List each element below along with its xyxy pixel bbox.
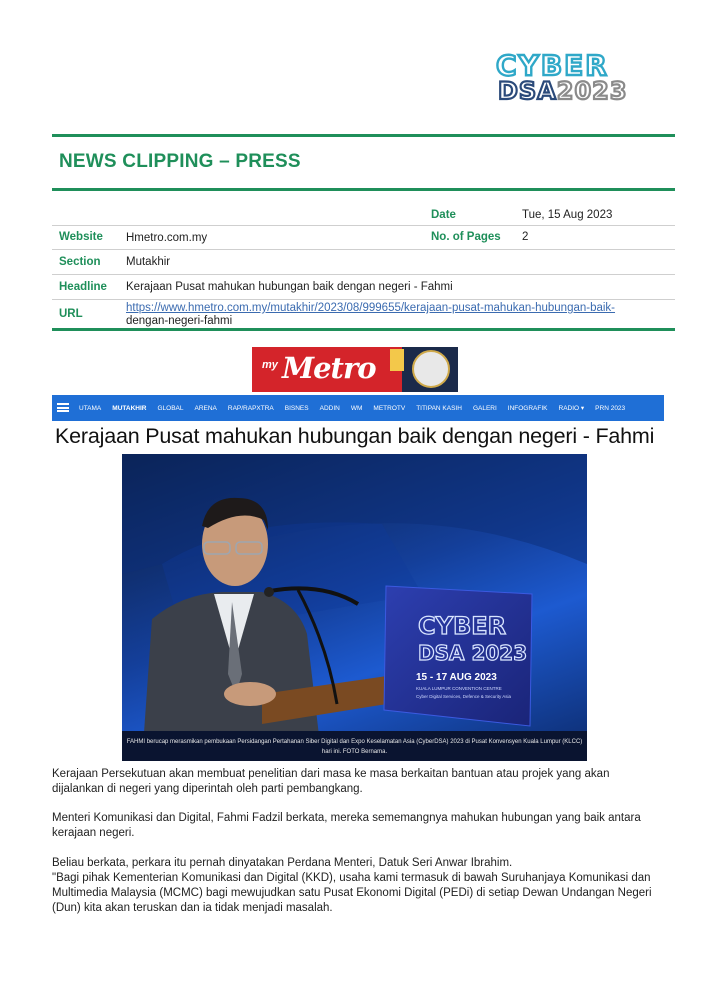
- nav-item-global[interactable]: GLOBAL: [157, 404, 184, 412]
- headline-label: Headline: [59, 281, 107, 293]
- award-badge-icon: [412, 350, 450, 388]
- nav-item-wm[interactable]: WM: [350, 404, 363, 412]
- paragraph-3b: "Bagi pihak Kementerian Komunikasi dan Digital (KKD), usaha kami termasuk di bawah Suruhanjaya Komunikasi dan Multimedia Malaysia (MCMC) bagi mewujudkan satu Pusat Ekonomi Digital (PEDi) di setiap Dewan Undangan Negeri (Dun) kita akan teruskan dan ia tidak menjadi masalah.: [52, 872, 652, 914]
- url-label: URL: [59, 308, 83, 320]
- url-link[interactable]: https://www.hmetro.com.my/mutakhir/2023/08/999655/kerajaan-pusat-mahukan-hubungan-baik-: [126, 302, 616, 314]
- logo-year: 2023: [556, 77, 628, 105]
- title-rule: [52, 188, 675, 191]
- pages-value: 2: [522, 231, 529, 243]
- nav-items: [79, 395, 625, 421]
- podium-dates: 15 - 17 AUG 2023: [416, 672, 497, 683]
- section-value: Mutakhir: [126, 256, 171, 268]
- harian-metro-logo: [252, 347, 458, 392]
- page-title: NEWS CLIPPING – PRESS: [59, 151, 301, 172]
- nav-item-bisnes[interactable]: BISNES: [284, 404, 309, 412]
- podium-dsa: DSA 2023: [418, 641, 528, 665]
- url-continuation: dengan-negeri-fahmi: [126, 315, 233, 327]
- nav-item-prn-2023[interactable]: PRN 2023: [595, 404, 626, 412]
- website-label: Website: [59, 231, 103, 243]
- metro-logo-my: my: [262, 359, 278, 371]
- article-headline: Kerajaan Pusat mahukan hubungan baik dengan negeri - Fahmi: [55, 424, 655, 448]
- logo-line-cyber: CYBER: [496, 49, 609, 82]
- section-label: Section: [59, 256, 101, 268]
- nav-item-arena[interactable]: ARENA: [194, 404, 217, 412]
- headline-value: Kerajaan Pusat mahukan hubungan baik dengan negeri - Fahmi: [126, 281, 453, 293]
- table-divider: [52, 274, 675, 275]
- nav-item-radio[interactable]: RADIO ▾: [558, 405, 585, 412]
- nav-item-infografik[interactable]: INFOGRAFIK: [507, 404, 548, 412]
- site-nav-bar: [52, 395, 664, 421]
- hamburger-menu-icon[interactable]: [57, 403, 69, 412]
- paragraph-1: Kerajaan Persekutuan akan membuat penelitian dari masa ke masa berkaitan bantuan atau projek yang akan dijalankan di negeri yang diperintah oleh parti pembangkang.: [52, 768, 610, 795]
- pages-label: No. of Pages: [431, 231, 501, 243]
- paragraph-2: Menteri Komunikasi dan Digital, Fahmi Fadzil berkata, mereka sememangnya mahukan hubungan yang baik antara kerajaan negeri.: [52, 812, 641, 839]
- nav-item-utama[interactable]: UTAMA: [79, 404, 102, 412]
- metro-logo-name: Metro: [282, 351, 376, 385]
- date-label: Date: [431, 209, 456, 221]
- cyberdsa-logo: [496, 49, 674, 106]
- nav-item-rap-rapxtra[interactable]: RAP/RAPXTRA: [227, 404, 274, 412]
- nav-item-mutakhir[interactable]: MUTAKHIR: [112, 404, 147, 412]
- logo-dsa: DSA: [498, 77, 557, 105]
- podium-sub: Cyber Digital Services, Defence & Security Asia: [416, 694, 512, 699]
- nav-item-addin[interactable]: ADDIN: [319, 404, 340, 412]
- bottom-rule: [52, 328, 675, 331]
- logo-line-dsa: [498, 78, 628, 104]
- nav-item-metrotv[interactable]: METROTV: [373, 404, 406, 412]
- table-divider: [52, 225, 675, 226]
- nav-item-titipan-kasih[interactable]: TITIPAN KASIH: [416, 404, 462, 412]
- paragraph-3a: Beliau berkata, perkara itu pernah dinyatakan Perdana Menteri, Datuk Seri Anwar Ibrahim.: [52, 857, 513, 869]
- podium-venue: KUALA LUMPUR CONVENTION CENTRE: [416, 686, 502, 691]
- photo-caption: FAHMI berucap merasmikan pembukaan Persidangan Pertahanan Siber Digital dan Expo Keselamatan Asia (CyberDSA) 2023 di Pusat Konvensyen Kuala Lumpur (KLCC) hari ini. FOTO Bernama.: [122, 731, 587, 761]
- website-value: Hmetro.com.my: [126, 232, 208, 244]
- article-photo: [122, 454, 587, 761]
- date-value: Tue, 15 Aug 2023: [522, 209, 613, 221]
- table-divider: [52, 299, 675, 300]
- table-divider: [52, 249, 675, 250]
- metro-logo-tag: [390, 349, 404, 371]
- podium-cyber: CYBER: [418, 612, 507, 640]
- speaker-photo-illustration: [122, 454, 587, 761]
- url-value: [126, 302, 666, 328]
- top-rule: [52, 134, 675, 137]
- nav-item-galeri[interactable]: GALERI: [472, 404, 497, 412]
